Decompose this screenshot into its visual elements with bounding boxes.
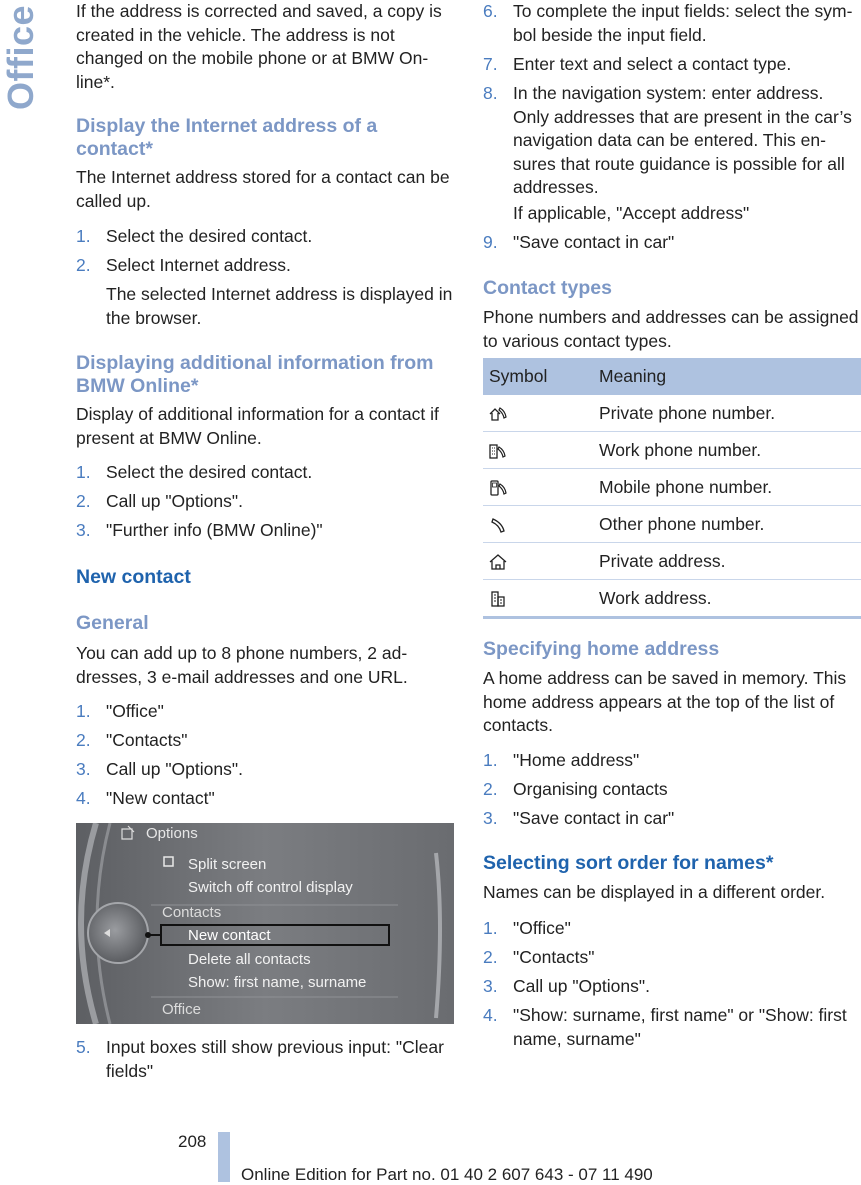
step-text: "Contacts" xyxy=(513,947,595,967)
screen-item-switch-off[interactable]: Switch off control display xyxy=(188,879,353,896)
heading-home-address: Specifying home address xyxy=(483,638,720,660)
step-number: 3. xyxy=(483,808,498,828)
step-text: To complete the input fields: select the sym bol beside the input field. xyxy=(513,1,853,45)
symbol-cell xyxy=(483,395,593,432)
table-row xyxy=(483,580,861,618)
meaning-cell: Work phone number. xyxy=(593,432,861,469)
internet-paragraph: The Internet address stored for a contact can be called up. xyxy=(76,167,450,211)
step-number: 4. xyxy=(483,1005,498,1025)
list-item xyxy=(76,729,456,753)
step-number: 8. xyxy=(483,83,498,103)
step-number: 2. xyxy=(76,491,91,511)
table-row xyxy=(483,543,861,580)
list-item xyxy=(483,917,861,941)
home-paragraph: A home address can be saved in memory. This home address appears at the top of the list of contacts. xyxy=(483,668,847,735)
table-header-row xyxy=(483,358,861,395)
step-text: Select the desired contact. xyxy=(106,462,313,482)
step-number: 1. xyxy=(76,701,91,721)
table-row xyxy=(483,506,861,543)
page-number: 208 xyxy=(178,1132,207,1151)
list-item xyxy=(76,225,456,249)
step-number: 2. xyxy=(483,779,498,799)
general-paragraph: You can add up to 8 phone numbers, 2 ad dresses, 3 e-mail addresses and one URL. xyxy=(76,643,408,687)
symbol-cell xyxy=(483,506,593,543)
step-number: 4. xyxy=(76,788,91,808)
step-number: 7. xyxy=(483,54,498,74)
heading-internet-address: Display the Internet address of a contact* xyxy=(76,115,378,160)
screen-item-delete-contacts[interactable]: Delete all contacts xyxy=(188,951,311,968)
step-text: Call up "Options". xyxy=(106,759,243,779)
column-header-symbol: Symbol xyxy=(483,358,593,395)
additional-paragraph: Display of additional information for a contact if present at BMW Online. xyxy=(76,404,439,448)
private-phone-icon xyxy=(489,406,507,422)
step-number: 2. xyxy=(483,947,498,967)
screen-title: Options xyxy=(146,825,198,842)
screen-item-new-contact[interactable]: New contact xyxy=(188,927,271,944)
step-number: 1. xyxy=(483,750,498,770)
step-text: Input boxes still show previous input: "Clear fields" xyxy=(106,1037,444,1081)
heading-contact-types: Contact types xyxy=(483,277,612,299)
meaning-cell: Other phone number. xyxy=(593,506,861,543)
step-text: In the navigation system: enter address. Only addresses that are present in the car’s navigation data can be entered. This en sures that route guidance is possible for all addresses. xyxy=(513,83,852,197)
step-text: Select the desired contact. xyxy=(106,226,313,246)
work-phone-icon xyxy=(489,443,507,459)
step8-note: If applicable, "Accept address" xyxy=(513,203,750,223)
list-item xyxy=(483,53,861,77)
sort-paragraph: Names can be displayed in a different order. xyxy=(483,882,826,902)
heading-additional-info: Displaying additional information from BMW Online* xyxy=(76,352,434,397)
internet-note: The selected Internet address is displayed in the browser. xyxy=(106,284,453,328)
mobile-phone-icon xyxy=(489,480,507,496)
step-number: 1. xyxy=(76,226,91,246)
step-text: "New contact" xyxy=(106,788,215,808)
list-item xyxy=(76,461,456,485)
step-text: "Save contact in car" xyxy=(513,808,675,828)
heading-new-contact: New contact xyxy=(76,566,191,588)
symbol-cell xyxy=(483,543,593,580)
meaning-cell: Mobile phone number. xyxy=(593,469,861,506)
step-text: Call up "Options". xyxy=(106,491,243,511)
step-number: 3. xyxy=(76,520,91,540)
step-text: Select Internet address. xyxy=(106,255,291,275)
private-address-icon xyxy=(489,554,507,570)
step-number: 1. xyxy=(483,918,498,938)
meaning-cell: Private phone number. xyxy=(593,395,861,432)
list-item xyxy=(76,254,456,278)
list-item xyxy=(483,778,861,802)
heading-sort-order: Selecting sort order for names* xyxy=(483,852,774,874)
list-item xyxy=(76,787,456,811)
contact-types-table xyxy=(483,358,861,619)
screen-item-split-screen[interactable]: Split screen xyxy=(188,856,267,873)
list-item xyxy=(483,975,861,999)
list-item xyxy=(483,749,861,773)
step-text: "Home address" xyxy=(513,750,640,770)
list-item xyxy=(483,231,861,255)
list-item xyxy=(76,1036,456,1083)
table-row xyxy=(483,469,861,506)
footer-bar xyxy=(218,1132,230,1182)
step-text: Enter text and select a contact type. xyxy=(513,54,792,74)
step-text: "Contacts" xyxy=(106,730,188,750)
step-text: "Save contact in car" xyxy=(513,232,675,252)
step-text: "Show: surname, first name" or "Show: first name, surname" xyxy=(513,1005,847,1049)
step-text: "Further info (BMW Online)" xyxy=(106,520,323,540)
step-text: "Office" xyxy=(106,701,164,721)
meaning-cell: Private address. xyxy=(593,543,861,580)
screen-section-contacts: Contacts xyxy=(162,904,222,921)
screen-graphic xyxy=(76,823,454,1024)
list-item xyxy=(76,758,456,782)
list-item xyxy=(483,1004,861,1051)
options-menu-screenshot xyxy=(76,823,454,1024)
controller-knob-icon xyxy=(88,903,148,963)
symbol-cell xyxy=(483,580,593,618)
step-number: 1. xyxy=(76,462,91,482)
step-number: 9. xyxy=(483,232,498,252)
list-item xyxy=(483,946,861,970)
meaning-cell: Work address. xyxy=(593,580,861,618)
screen-section-office: Office xyxy=(162,1001,201,1018)
step-text: "Office" xyxy=(513,918,571,938)
other-phone-icon xyxy=(489,517,507,533)
step-number: 6. xyxy=(483,1,498,21)
side-tab xyxy=(0,0,41,112)
step-number: 3. xyxy=(483,976,498,996)
table-row xyxy=(483,395,861,432)
step-text: Organising contacts xyxy=(513,779,668,799)
step-number: 2. xyxy=(76,255,91,275)
step-text: Call up "Options". xyxy=(513,976,650,996)
intro-paragraph: If the address is corrected and saved, a copy is created in the vehicle. The address is not changed on the mobile phone or at BMW On line*. xyxy=(76,1,442,92)
screen-item-show-order[interactable]: Show: first name, surname xyxy=(188,974,367,991)
step-number: 5. xyxy=(76,1037,91,1057)
step-number: 2. xyxy=(76,730,91,750)
list-item xyxy=(483,807,861,831)
list-item xyxy=(76,700,456,724)
column-header-meaning: Meaning xyxy=(593,358,861,395)
work-address-icon xyxy=(489,591,507,607)
list-item xyxy=(76,490,456,514)
list-item xyxy=(76,519,456,543)
edition-text: Online Edition for Part no. 01 40 2 607 643 - 07 11 490 xyxy=(241,1165,653,1184)
step-number: 3. xyxy=(76,759,91,779)
contact-types-paragraph: Phone numbers and addresses can be assigned to various contact types. xyxy=(483,307,859,351)
symbol-cell xyxy=(483,432,593,469)
table-row xyxy=(483,432,861,469)
list-item xyxy=(483,82,861,200)
list-item xyxy=(483,0,861,47)
heading-general: General xyxy=(76,612,149,634)
side-tab-label: Office xyxy=(0,4,41,110)
symbol-cell xyxy=(483,469,593,506)
